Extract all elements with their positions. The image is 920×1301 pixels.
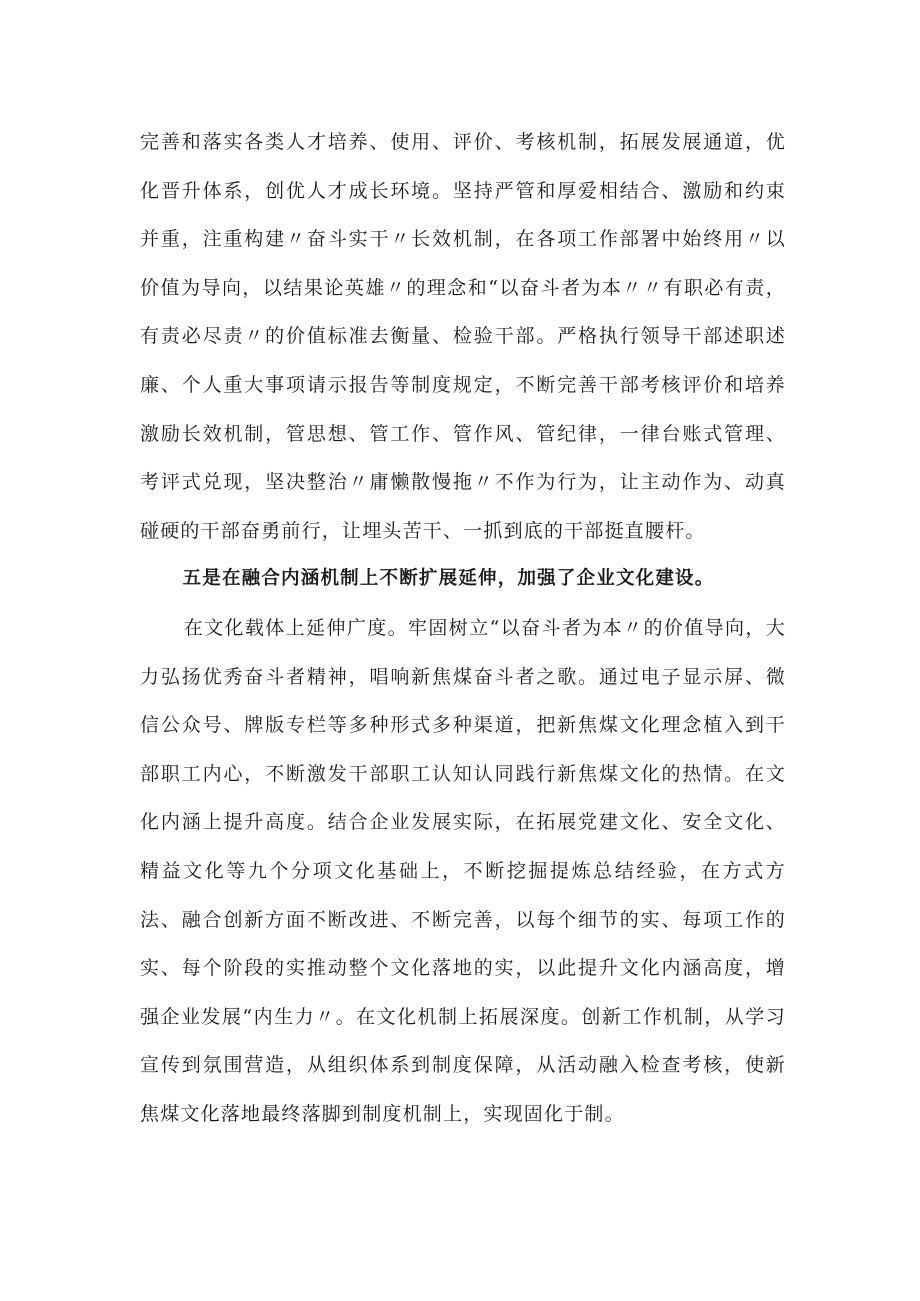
- body-paragraph-culture: 在文化载体上延伸广度。牢固树立“以奋斗者为本〃的价值导向，大力弘扬优秀奋斗者精神，唱响新焦煤奋斗者之歌。通过电子显示屏、微信公众号、牌版专栏等多种形式多种渠道，把新焦煤文化理念植入到干部职工内心，不断激发干部职工认知认同践行新焦煤文化的热情。在文化内涵上提升高度。结合企业发展实际，在拓展党建文化、安全文化、精益文化等九个分项文化基础上，不断挖掘提炼总结经验，在方式方法、融合创新方面不断改进、不断完善，以每个细节的实、每项工作的实、每个阶段的实推动整个文化落地的实，以此提升文化内涵高度，增强企业发展“内生力〃。在文化机制上拓展深度。创新工作机制，从学习宣传到氛围营造，从组织体系到制度保障，从活动融入检查考核，使新焦煤文化落地最终落脚到制度机制上，实现固化于制。: [140, 616, 786, 1125]
- section-heading-five: 五是在融合内涵机制上不断扩展延伸，加强了企业文化建设。: [182, 568, 715, 590]
- document-body: [140, 118, 786, 1138]
- body-paragraph-talent-cadre: 完善和落实各类人才培养、使用、评价、考核机制，拓展发展通道，优化晋升体系，创优人才成长环境。坚持严管和厚爱相结合、激励和约束并重，注重构建〃奋斗实干〃长效机制，在各项工作部署中始终用〃以价值为导向，以结果论英雄〃的理念和“以奋斗者为本〃〃有职必有责，有责必尽责〃的价值标准去衡量、检验干部。严格执行领导干部述职述廉、个人重大事项请示报告等制度规定，不断完善干部考核评价和培养激励长效机制，管思想、管工作、管作风、管纪律，一律台账式管理、考评式兑现，坚决整治〃庸懒散慢拖〃不作为行为，让主动作为、动真碰硬的干部奋勇前行，让埋头苦干、一抓到底的干部挺直腰杆。: [140, 131, 786, 542]
